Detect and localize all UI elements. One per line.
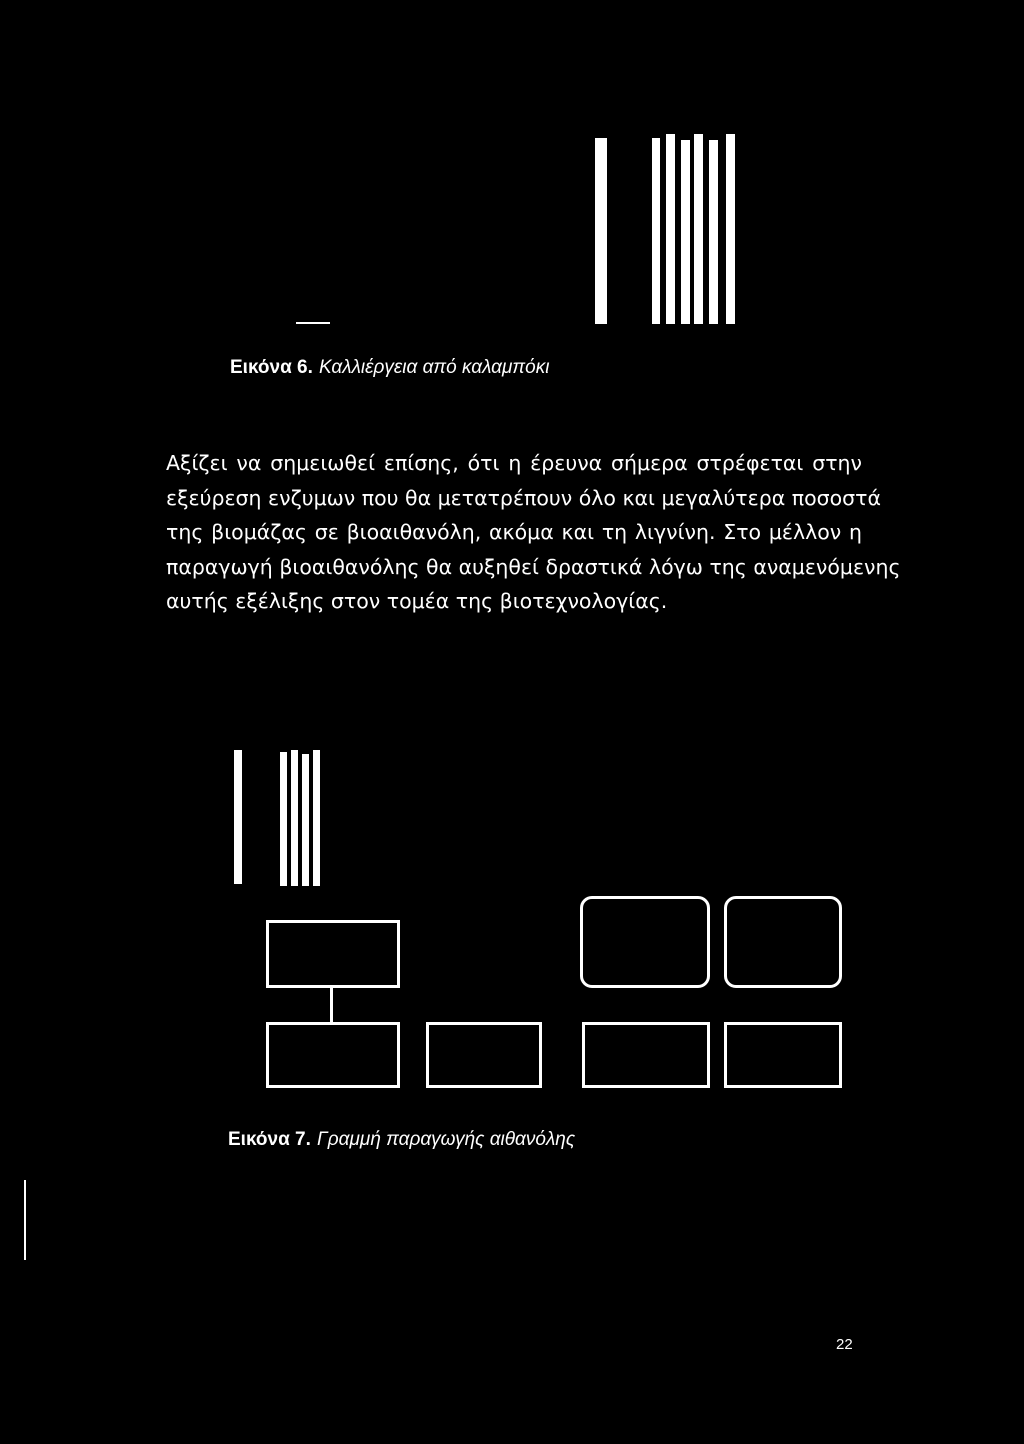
fig7-bar xyxy=(280,752,287,886)
fig7-box xyxy=(580,896,710,988)
fig7-bar xyxy=(313,750,320,886)
fig6-dash xyxy=(296,322,330,324)
fig6-bar xyxy=(595,138,607,324)
fig7-box xyxy=(582,1022,710,1088)
page-number: 22 xyxy=(836,1336,853,1353)
fig7-bar xyxy=(302,754,309,886)
fig7-box xyxy=(266,1022,400,1088)
fig6-bar xyxy=(726,134,735,324)
paragraph-line: παραγωγή βιοαιθανόλης θα αυξηθεί δραστικά λόγω της αναμενόμενης xyxy=(166,554,901,579)
fig7-bar xyxy=(234,750,242,884)
fig7-box xyxy=(426,1022,542,1088)
fig6-bar xyxy=(694,134,703,324)
figure-7-title: Γραμμή παραγωγής αιθανόλης xyxy=(316,1129,576,1150)
figure-6-caption xyxy=(230,356,549,379)
fig7-connector xyxy=(330,986,333,1024)
figure-6-title: Καλλιέργεια από καλαμπόκι xyxy=(318,357,550,378)
fig7-bar xyxy=(291,750,298,886)
fig7-box xyxy=(724,1022,842,1088)
paragraph-line: της βιομάζας σε βιοαιθανόλη, ακόμα και τη λιγνίνη. Στο μέλλον η xyxy=(166,520,862,545)
fig6-bar xyxy=(681,140,690,324)
fig6-bar xyxy=(709,140,718,324)
fig7-box xyxy=(266,920,400,988)
fig6-bar xyxy=(652,138,660,324)
margin-line xyxy=(24,1180,26,1260)
figure-6-label: Εικόνα 6. xyxy=(230,357,313,378)
body-paragraph xyxy=(166,446,901,619)
paragraph-line: αυτής εξέλιξης στον τομέα της βιοτεχνολογίας. xyxy=(166,589,668,614)
paragraph-line: εξεύρεση ενζυμων που θα μετατρέπουν όλο και μεγαλύτερα ποσοστά xyxy=(166,485,882,510)
paragraph-line: Αξίζει να σημειωθεί επίσης, ότι η έρευνα σήμερα στρέφεται στην xyxy=(166,451,862,475)
figure-7-label: Εικόνα 7. xyxy=(228,1129,311,1150)
figure-7-caption xyxy=(228,1128,575,1151)
fig7-box xyxy=(724,896,842,988)
fig6-bar xyxy=(666,134,675,324)
